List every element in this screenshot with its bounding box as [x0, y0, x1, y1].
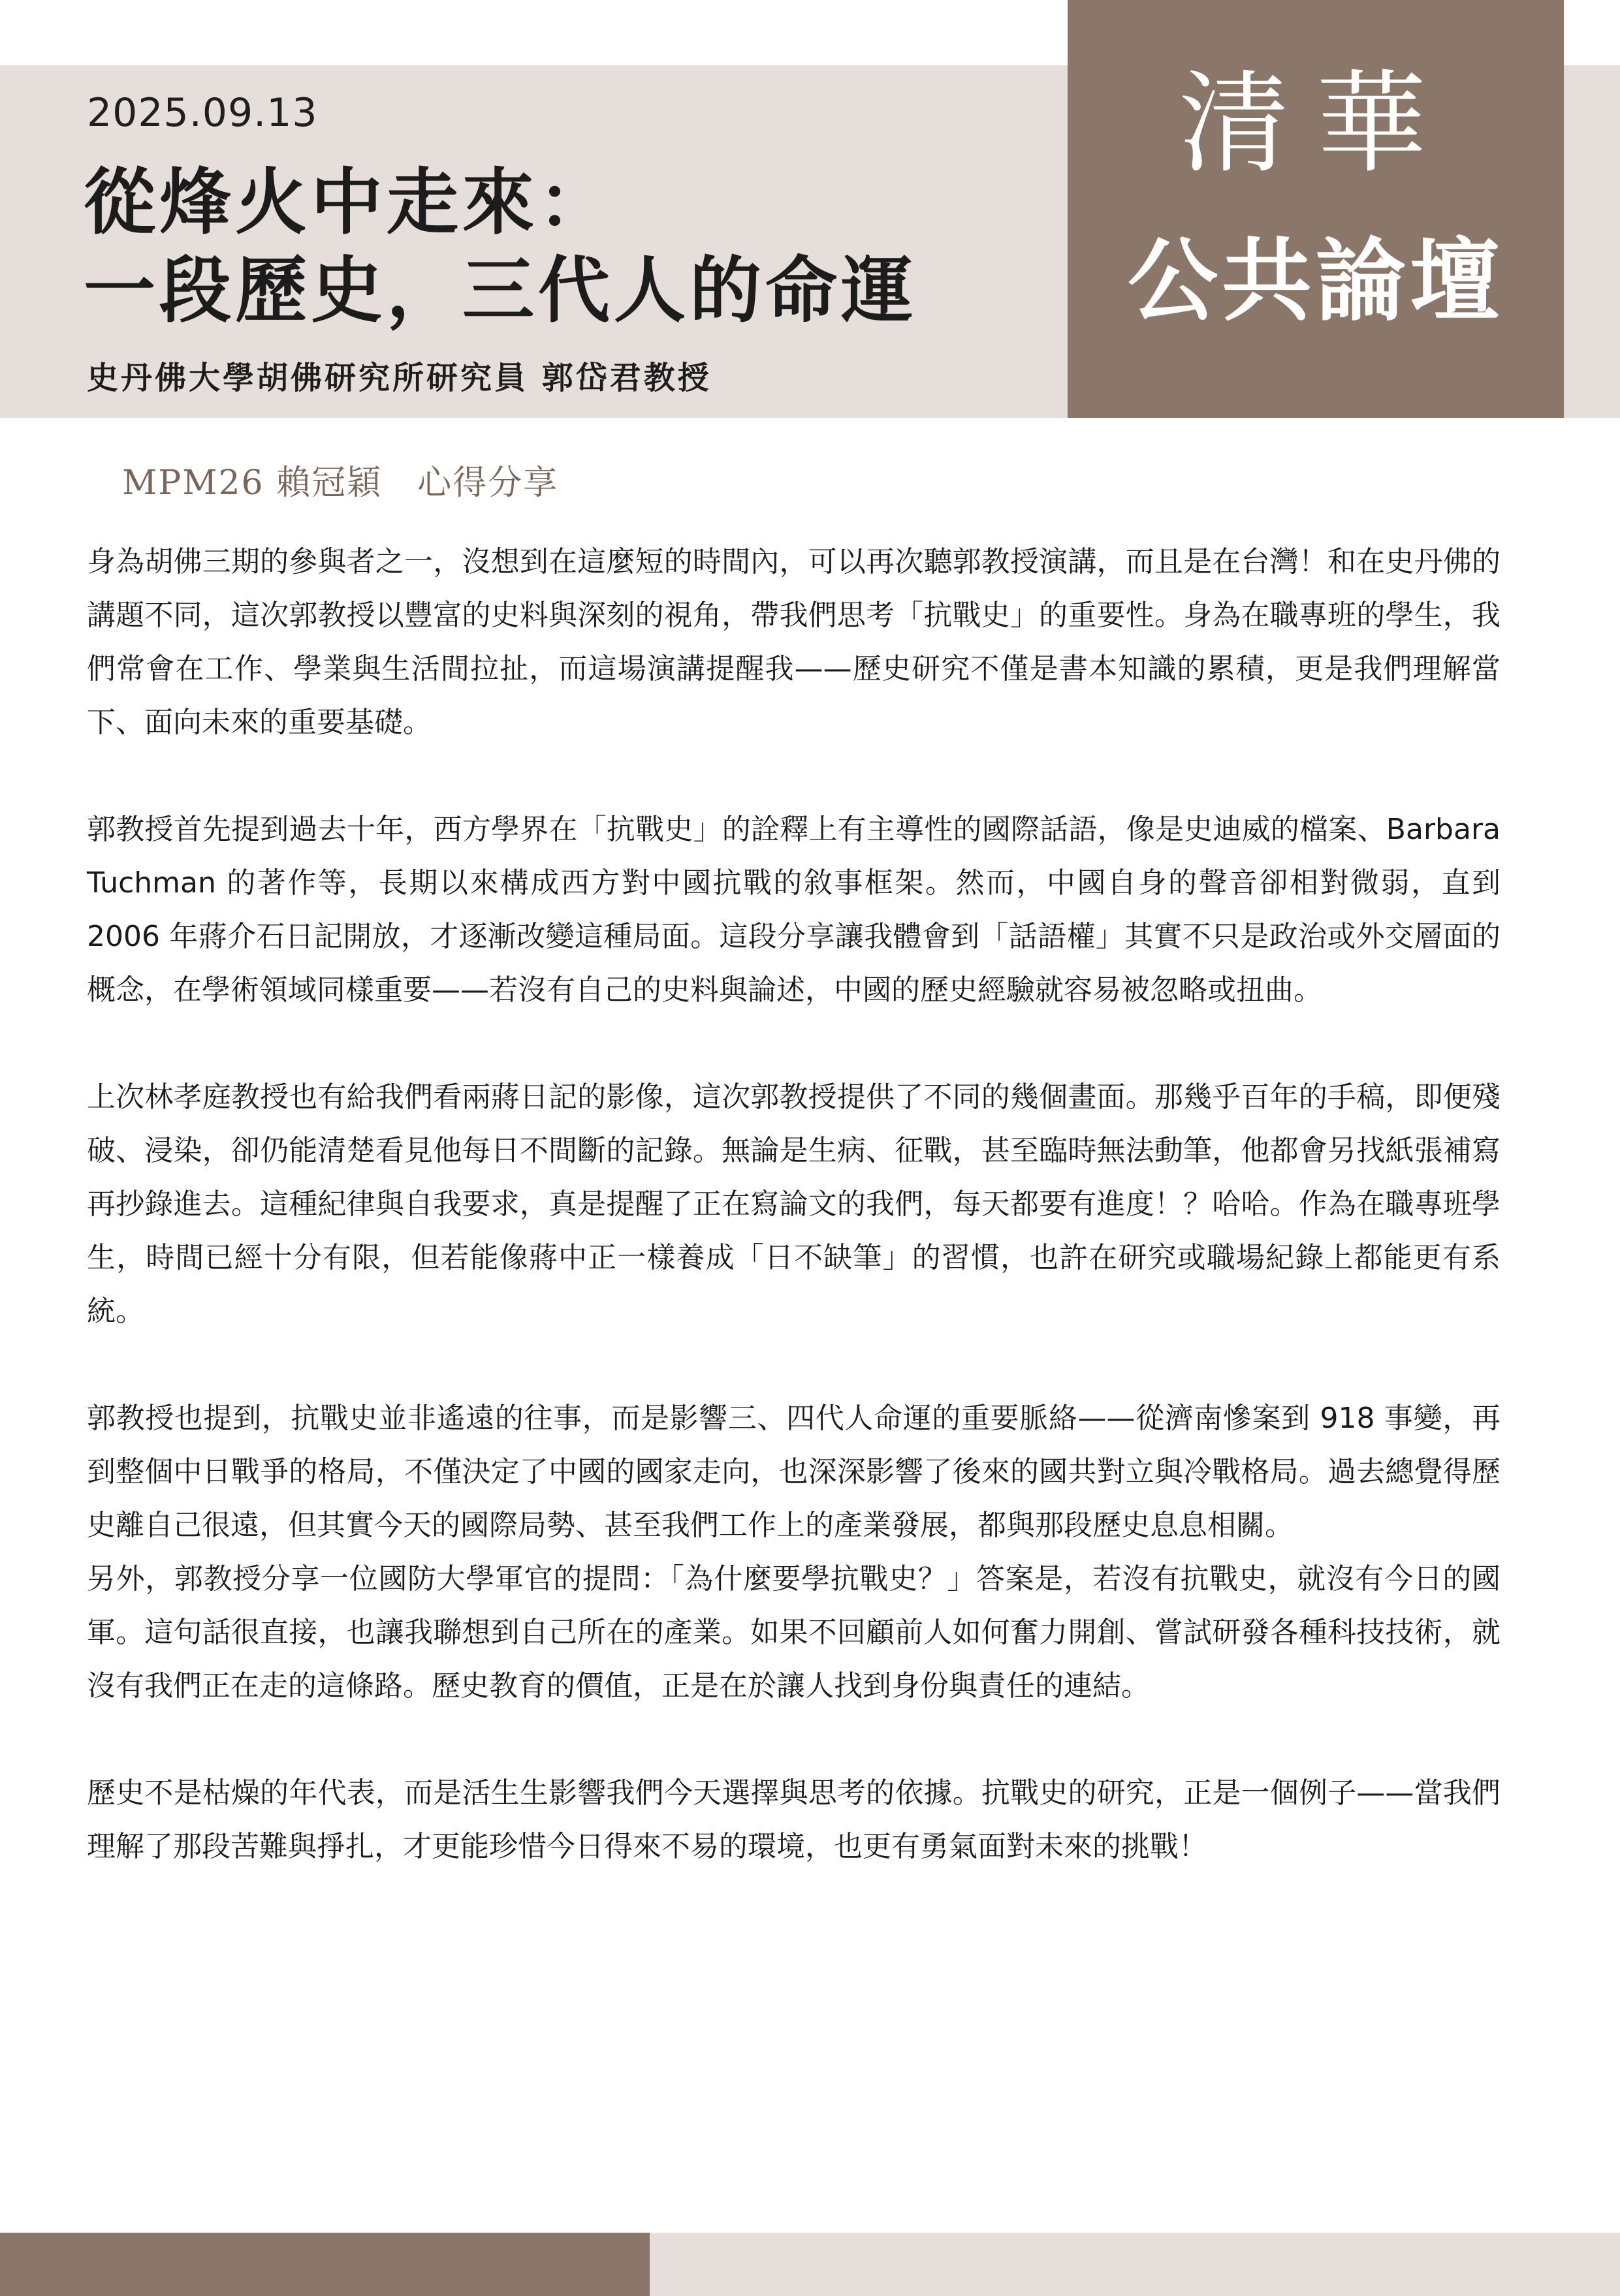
event-date: 2025.09.13: [87, 90, 318, 136]
footer-bar-left: [0, 2233, 650, 2296]
forum-logo-line-2: 公共論壇: [1127, 227, 1504, 334]
page-title: [84, 158, 917, 334]
paragraph-5: 另外，郭教授分享一位國防大學軍官的提問：「為什麼要學抗戰史？」答案是，若沒有抗戰史，就沒有今日的國軍。這句話很直接，也讓我聯想到自己所在的產業。如果不回顧前人如何奮力開創、嘗試研發各種科技技術，就沒有我們正在走的這條路。歷史教育的價值，正是在於讓人找到身份與責任的連結。: [87, 1562, 1501, 1703]
paragraph-gap: [87, 1713, 1501, 1767]
forum-logo-line-1: 清華: [1178, 59, 1453, 189]
paragraph-gap: [87, 1017, 1501, 1071]
title-line-1: 從烽火中走來：: [84, 160, 614, 244]
paragraph-1: 身為胡佛三期的參與者之一，沒想到在這麼短的時間內，可以再次聽郭教授演講，而且是在台灣！和在史丹佛的講題不同，這次郭教授以豐富的史料與深刻的視角，帶我們思考「抗戰史」的重要性。身為在職專班的學生，我們常會在工作、學業與生活間拉扯，而這場演講提醒我——歷史研究不僅是書本知識的累積，更是我們理解當下、面向未來的重要基礎。: [87, 545, 1501, 739]
speaker-credit: 史丹佛大學胡佛研究所研究員 郭岱君教授: [87, 360, 712, 396]
paragraph-2: 郭教授首先提到過去十年，西方學界在「抗戰史」的詮釋上有主導性的國際話語，像是史迪威的檔案、Barbara Tuchman 的著作等，長期以來構成西方對中國抗戰的敘事框架。然而，中國自身的聲音卻相對微弱，直到 2006 年蔣介石日記開放，才逐漸改變這種局面。這段分享讓我體會到「話語權」其實不只是政治或外交層面的概念，在學術領域同樣重要——若沒有自己的史料與論述，中國的歷史經驗就容易被忽略或扭曲。: [87, 813, 1501, 1007]
paragraph-6: 歷史不是枯燥的年代表，而是活生生影響我們今天選擇與思考的依據。抗戰史的研究，正是一個例子——當我們理解了那段苦難與掙扎，才更能珍惜今日得來不易的環境，也更有勇氣面對未來的挑戰！: [87, 1776, 1501, 1863]
footer-bar-right: [650, 2233, 1620, 2296]
title-line-2: 一段歷史，三代人的命運: [84, 248, 917, 332]
forum-logo-box: [1068, 0, 1564, 418]
paragraph-4: 郭教授也提到，抗戰史並非遙遠的往事，而是影響三、四代人命運的重要脈絡——從濟南慘案到 918 事變，再到整個中日戰爭的格局，不僅決定了中國的國家走向，也深深影響了後來的國共對立與冷戰格局。過去總覺得歷史離自己很遠，但其實今天的國際局勢、甚至我們工作上的產業發展，都與那段歷史息息相關。: [87, 1402, 1501, 1542]
article-body: [87, 535, 1501, 1874]
author-line: MPM26 賴冠穎 心得分享: [122, 464, 559, 503]
paragraph-3: 上次林孝庭教授也有給我們看兩蔣日記的影像，這次郭教授提供了不同的幾個畫面。那幾乎百年的手稿，即便殘破、浸染，卻仍能清楚看見他每日不間斷的記錄。無論是生病、征戰，甚至臨時無法動筆，他都會另找紙張補寫再抄錄進去。這種紀律與自我要求，真是提醒了正在寫論文的我們，每天都要有進度！？哈哈。作為在職專班學生，時間已經十分有限，但若能像蔣中正一樣養成「日不缺筆」的習慣，也許在研究或職場紀錄上都能更有系統。: [87, 1080, 1501, 1328]
paragraph-gap: [87, 749, 1501, 803]
paragraph-gap: [87, 1338, 1501, 1392]
